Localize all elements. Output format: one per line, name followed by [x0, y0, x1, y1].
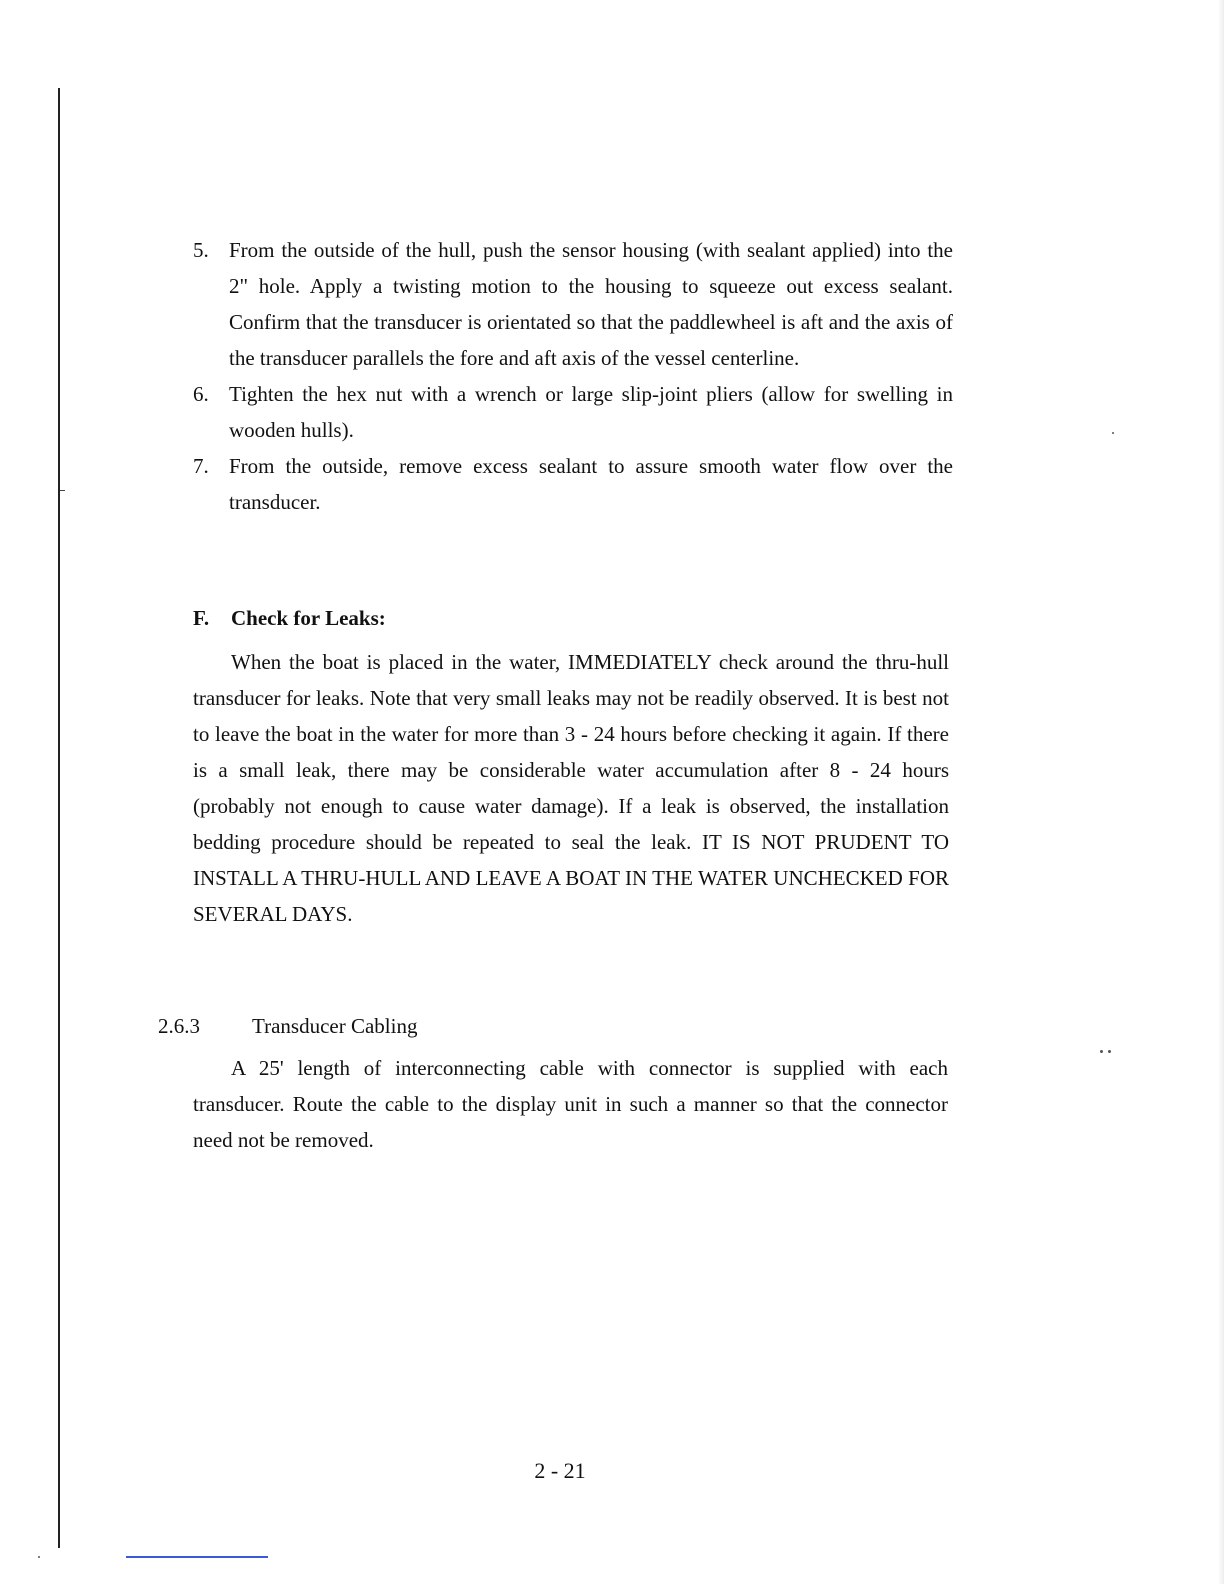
transducer-cabling-section [158, 1008, 948, 1158]
step-text: From the outside of the hull, push the sensor housing (with sealant applied) into the 2" hole. Apply a twisting motion to the housing to squeeze out excess sealant. Confirm that the transducer is orientated so that the paddlewheel is aft and the axis of the transducer parallels the fore and aft axis of the vessel centerline. [229, 238, 953, 370]
scan-speck [1108, 1050, 1111, 1053]
scan-artifact-blue-line [126, 1556, 268, 1558]
page-number: 2 - 21 [534, 1458, 586, 1483]
section-heading [193, 600, 949, 636]
step-number: 5. [193, 238, 209, 262]
installation-steps-list [193, 232, 953, 520]
list-item [193, 448, 953, 520]
step-text: Tighten the hex nut with a wrench or large slip-joint pliers (allow for swelling in wooden hulls). [229, 382, 953, 442]
section-letter: F. [193, 606, 210, 630]
section-number: 2.6.3 [158, 1014, 200, 1038]
binding-edge-line [58, 88, 60, 1548]
section-heading [158, 1008, 948, 1044]
scan-right-edge-shadow [1218, 0, 1224, 1584]
check-for-leaks-section [193, 600, 949, 932]
scan-speck [38, 1556, 40, 1558]
list-item [193, 232, 953, 376]
scan-speck [1100, 1050, 1103, 1053]
list-item [193, 376, 953, 448]
section-title: Check for Leaks: [231, 606, 386, 630]
step-text: From the outside, remove excess sealant to assure smooth water flow over the transducer. [229, 454, 953, 514]
section-body: When the boat is placed in the water, IMMEDIATELY check around the thru-hull transducer for leaks. Note that very small leaks may not be readily observed. It is best not to leave the boat in the water for more than 3 - 24 hours before checking it again. If there is a small leak, there may be considerable water accumulation after 8 - 24 hours (probably not enough to cause water damage). If a leak is observed, the installation bedding procedure should be repeated to seal the leak. IT IS NOT PRUDENT TO INSTALL A THRU-HULL AND LEAVE A BOAT IN THE WATER UNCHECKED FOR SEVERAL DAYS. [193, 650, 949, 926]
step-number: 6. [193, 382, 209, 406]
section-title: Transducer Cabling [252, 1014, 418, 1038]
binding-edge-tick [60, 490, 65, 491]
scan-speck [1112, 432, 1114, 434]
step-number: 7. [193, 454, 209, 478]
section-body: A 25' length of interconnecting cable with connector is supplied with each transducer. Route the cable to the display unit in such a manner so that the connector need not be removed. [193, 1056, 948, 1152]
